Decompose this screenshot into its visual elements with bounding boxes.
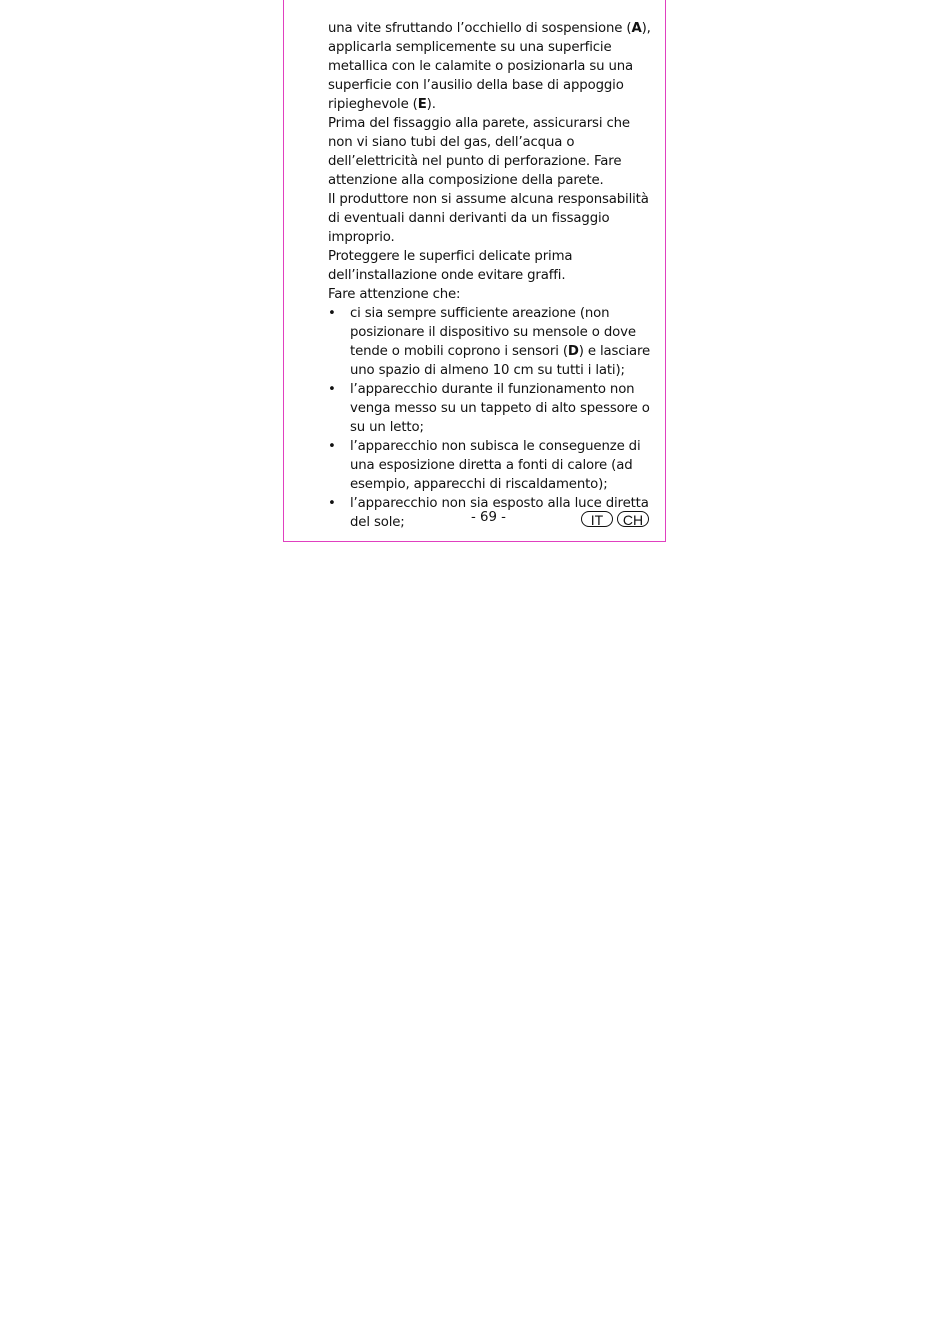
list-item xyxy=(328,380,653,437)
list-item xyxy=(328,304,653,380)
paragraph-mounting xyxy=(328,19,653,114)
paragraph-wall-check: Prima del fissaggio alla parete, assicurarsi che non vi siano tubi del gas, dell’acqua o dell’elettricità nel punto di perforazione. Fare attenzione alla composizione della parete. xyxy=(328,116,630,188)
country-badge-ch: CH xyxy=(617,511,649,527)
page-number: - 69 - xyxy=(471,510,506,525)
text-run: ) e lasciare uno spazio di almeno 10 cm su tutti i lati); xyxy=(350,344,651,378)
bullet-icon: • xyxy=(328,496,336,511)
page-footer xyxy=(283,510,666,530)
text-run: una vite sfruttando l’occhiello di sospensione ( xyxy=(328,21,632,36)
text-run: ). xyxy=(426,97,436,112)
text-run: ), applicarla semplicemente su una superficie metallica con le calamite o posizionarla su una superficie con l’ausilio della base di appoggio ripieghevole ( xyxy=(328,21,651,112)
text-run: l’apparecchio durante il funzionamento non venga messo su un tappeto di alto spessore o su un letto; xyxy=(350,382,650,435)
country-badge-it: IT xyxy=(581,511,613,527)
bullet-icon: • xyxy=(328,439,336,454)
bullet-icon: • xyxy=(328,382,336,397)
text-run: l’apparecchio non subisca le conseguenze di una esposizione diretta a fonti di calore (ad esempio, apparecchi di riscaldamento); xyxy=(350,439,641,492)
part-label-e: E xyxy=(417,97,427,112)
paragraph-attention: Fare attenzione che: xyxy=(328,287,461,302)
part-label-a: A xyxy=(631,21,642,36)
paragraph-protect-surfaces: Proteggere le superfici delicate prima dell’installazione onde evitare graffi. xyxy=(328,249,573,283)
manual-text xyxy=(328,19,653,532)
paragraph-liability: Il produttore non si assume alcuna responsabilità di eventuali danni derivanti da un fissaggio improprio. xyxy=(328,192,649,245)
bullet-icon: • xyxy=(328,306,336,321)
text-run: ci sia sempre sufficiente areazione (non posizionare il dispositivo su mensole o dove tende o mobili coprono i sensori ( xyxy=(350,306,636,359)
bullet-list xyxy=(328,304,653,532)
text-run: l’apparecchio non sia esposto alla luce diretta del sole; xyxy=(350,496,649,530)
list-item xyxy=(328,437,653,494)
part-label-d: D xyxy=(567,344,579,359)
